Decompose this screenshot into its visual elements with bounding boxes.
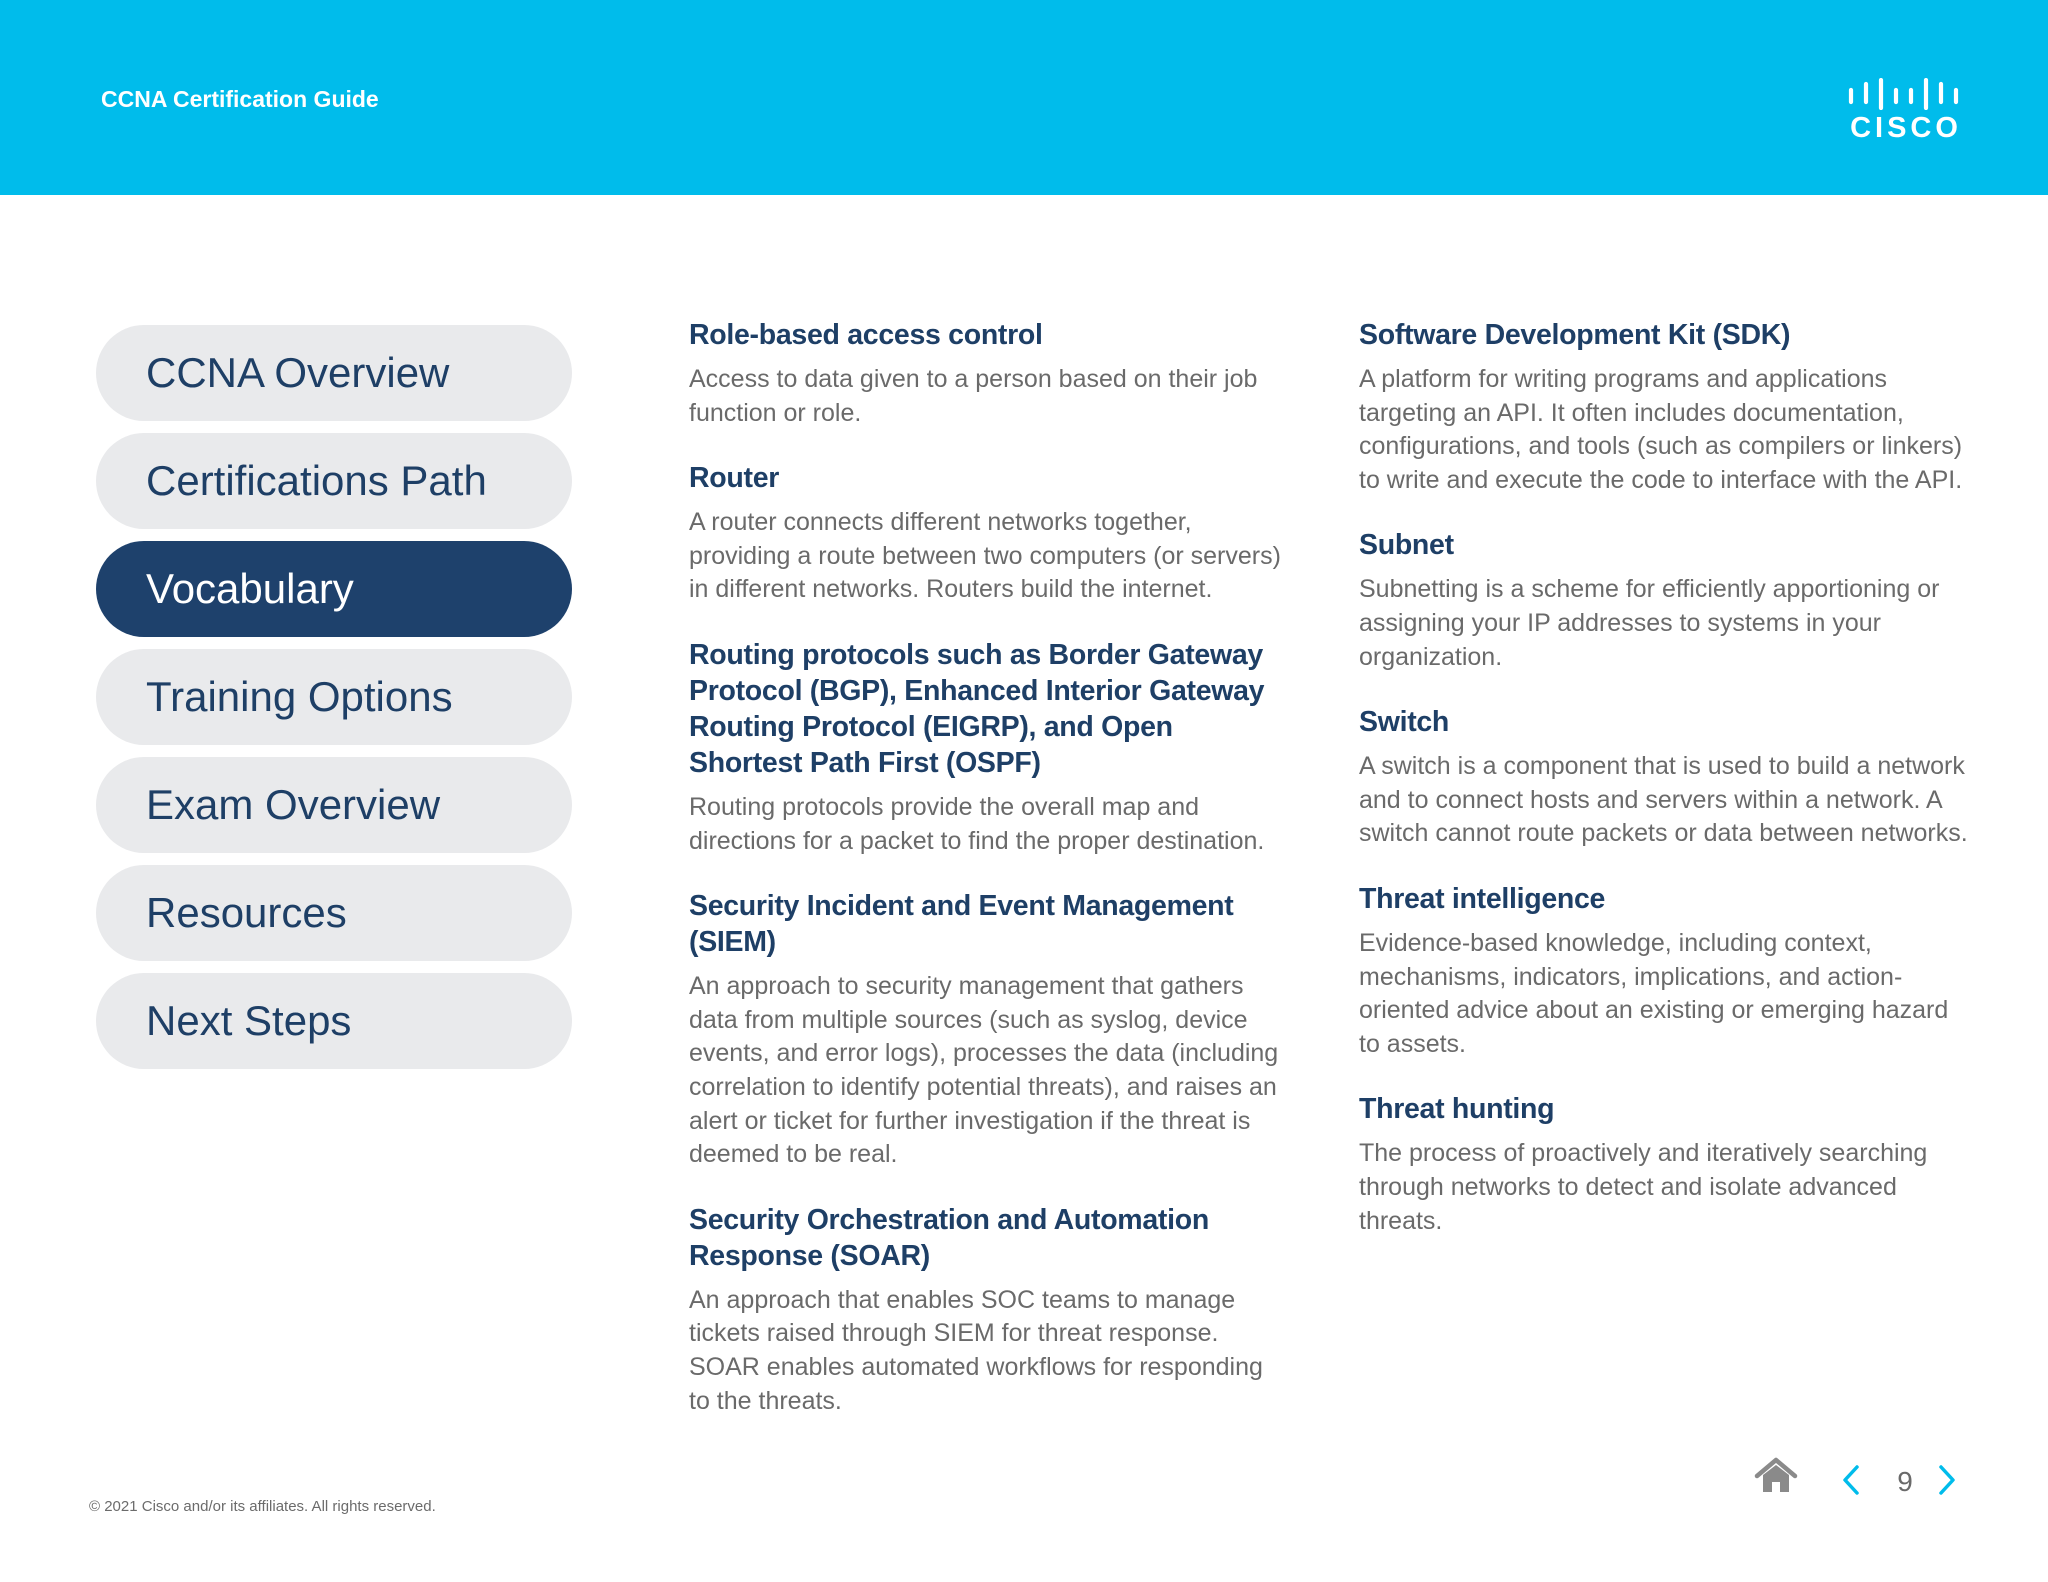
copyright-notice: © 2021 Cisco and/or its affiliates. All rights reserved. bbox=[89, 1498, 436, 1515]
vocab-definition: Access to data given to a person based on their job function or role. bbox=[689, 365, 1258, 427]
guide-title: CCNA Certification Guide bbox=[101, 86, 379, 112]
section-nav bbox=[96, 325, 572, 1081]
vocabulary-column-right bbox=[1359, 317, 1969, 1268]
vocab-definition: A platform for writing programs and applications targeting an API. It often includes documentation, configurations, and tools (such as compilers or linkers) to write and execute the code to interface with the API. bbox=[1359, 365, 1963, 494]
vocab-entry bbox=[1359, 317, 1969, 497]
page-number: 9 bbox=[1897, 1466, 1913, 1497]
nav-item-vocabulary[interactable]: Vocabulary bbox=[96, 541, 572, 637]
nav-item-next-steps[interactable]: Next Steps bbox=[96, 973, 572, 1069]
vocab-entry bbox=[1359, 881, 1969, 1061]
cisco-logo bbox=[1846, 78, 1966, 144]
vocab-definition: Evidence-based knowledge, including context, mechanisms, indicators, implications, and action-oriented advice about an existing or emerging hazard to assets. bbox=[1359, 928, 1949, 1058]
home-icon[interactable] bbox=[1754, 1457, 1798, 1495]
vocab-definition: Routing protocols provide the overall map and directions for a packet to find the proper destination. bbox=[689, 792, 1265, 855]
vocab-entry bbox=[689, 317, 1289, 430]
vocab-term: Threat intelligence bbox=[1359, 882, 1606, 915]
vocab-term: Security Incident and Event Management (SIEM) bbox=[689, 890, 1234, 959]
vocab-term: Subnet bbox=[1359, 529, 1454, 562]
vocab-term: Routing protocols such as Border Gateway Protocol (BGP), Enhanced Interior Gateway Routing Protocol (EIGRP), and Open Shortest Path First (OSPF) bbox=[689, 638, 1265, 779]
nav-item-exam-overview[interactable]: Exam Overview bbox=[96, 757, 572, 853]
vocab-entry bbox=[689, 1202, 1289, 1418]
vocab-term: Software Development Kit (SDK) bbox=[1359, 319, 1791, 351]
header-bar bbox=[0, 0, 2048, 195]
vocab-definition: An approach that enables SOC teams to manage tickets raised through SIEM for threat response. SOAR enables automated workflows for responding to the threats. bbox=[689, 1285, 1263, 1415]
vocab-entry bbox=[1359, 704, 1969, 851]
vocab-entry bbox=[1359, 527, 1969, 674]
vocab-entry bbox=[689, 888, 1289, 1172]
cisco-wordmark: CISCO bbox=[1850, 112, 1962, 144]
vocab-term: Switch bbox=[1359, 706, 1450, 739]
vocab-term: Threat hunting bbox=[1359, 1093, 1555, 1126]
nav-item-ccna-overview[interactable]: CCNA Overview bbox=[96, 325, 572, 421]
vocab-definition: The process of proactively and iteratively searching through networks to detect and isolate advanced threats. bbox=[1359, 1139, 1928, 1235]
vocab-entry bbox=[689, 460, 1289, 607]
vocab-entry bbox=[1359, 1091, 1969, 1238]
chevron-right-icon[interactable] bbox=[1936, 1464, 1958, 1496]
vocab-definition: An approach to security management that gathers data from multiple sources (such as syslog, device events, and error logs), processes the data (including correlation to identify potential threats), and raises an alert or ticket for further investigation if the threat is deemed to be real. bbox=[689, 972, 1279, 1169]
vocab-term: Role-based access control bbox=[689, 319, 1043, 351]
vocab-term: Security Orchestration and Automation Response (SOAR) bbox=[689, 1203, 1209, 1272]
vocab-definition: Subnetting is a scheme for efficiently apportioning or assigning your IP addresses to systems in your organization. bbox=[1359, 575, 1940, 671]
nav-item-training-options[interactable]: Training Options bbox=[96, 649, 572, 745]
nav-item-resources[interactable]: Resources bbox=[96, 865, 572, 961]
vocabulary-column-left bbox=[689, 317, 1289, 1448]
vocab-entry bbox=[689, 637, 1289, 858]
chevron-left-icon[interactable] bbox=[1840, 1464, 1862, 1496]
vocab-term: Router bbox=[689, 462, 780, 495]
nav-item-certifications-path[interactable]: Certifications Path bbox=[96, 433, 572, 529]
vocab-definition: A switch is a component that is used to build a network and to connect hosts and servers within a network. A switch cannot route packets or data between networks. bbox=[1359, 752, 1968, 848]
cisco-bars-icon bbox=[1846, 78, 1966, 110]
vocab-definition: A router connects different networks together, providing a route between two computers (or servers) in different networks. Routers build the internet. bbox=[689, 508, 1281, 604]
